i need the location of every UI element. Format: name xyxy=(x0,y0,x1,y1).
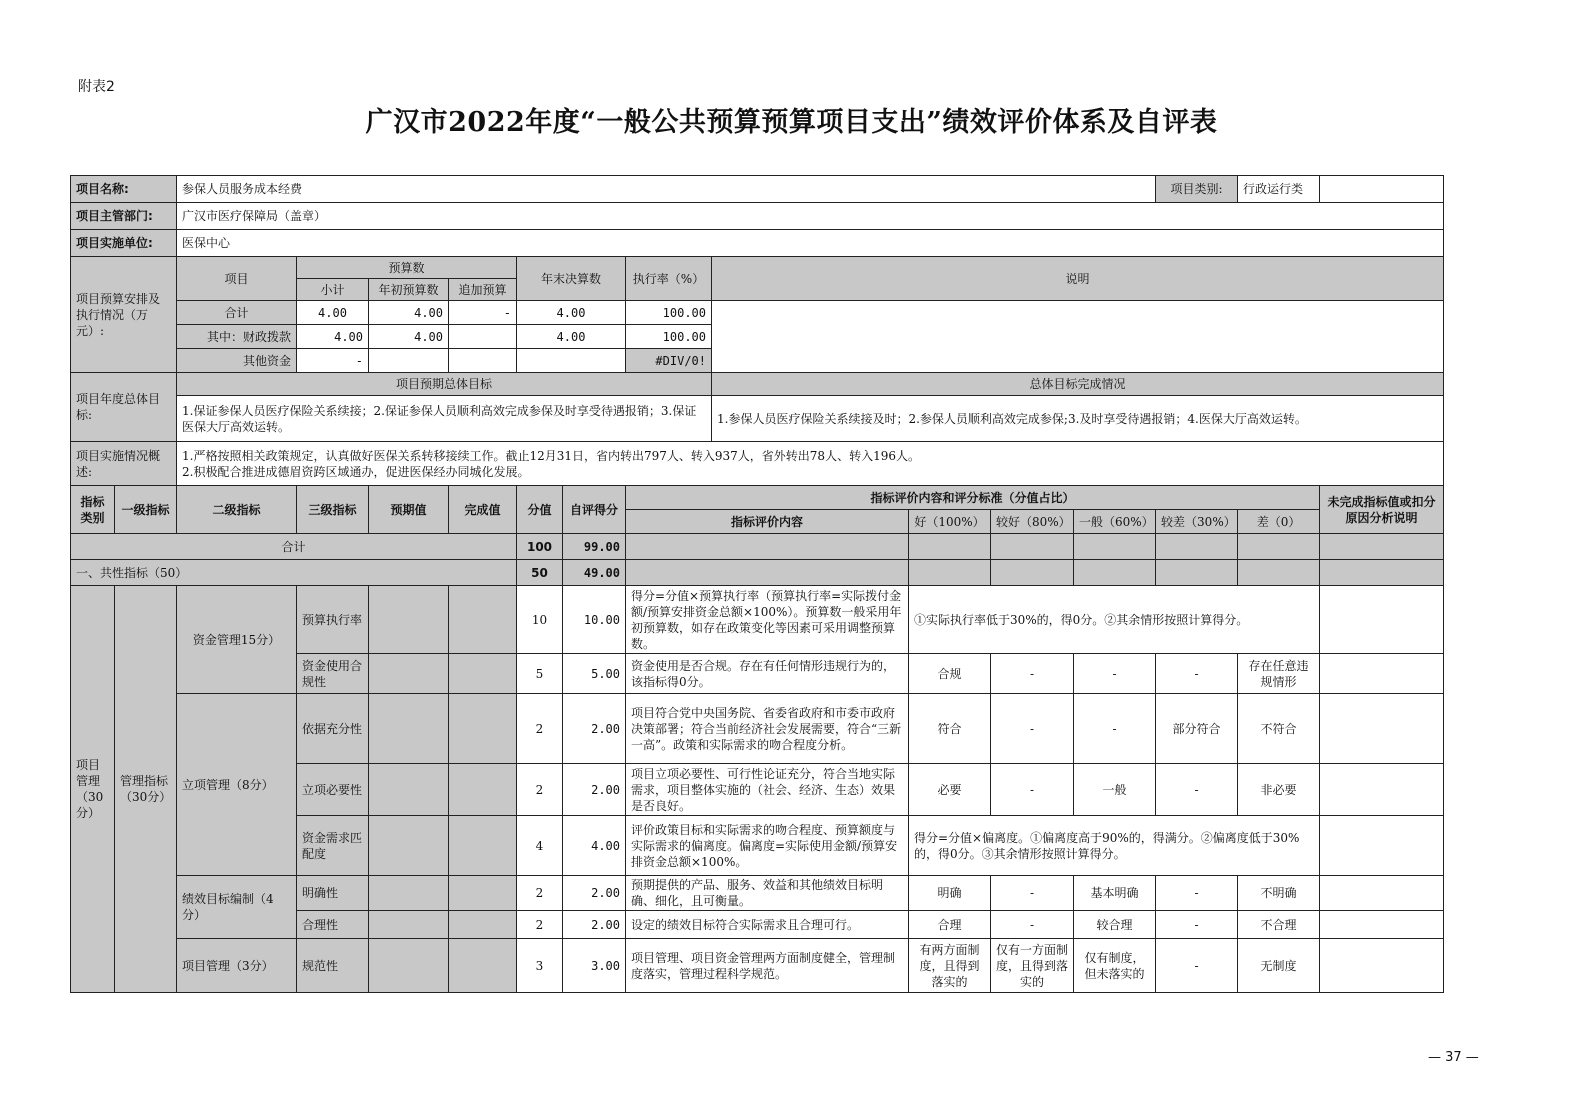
criteria-good: 合规 xyxy=(909,654,991,694)
empty-cell xyxy=(991,534,1074,560)
reason-cell xyxy=(1320,764,1444,816)
budget-row-item: 其他资金 xyxy=(177,349,297,373)
empty-cell xyxy=(1238,534,1320,560)
empty-cell xyxy=(1320,534,1444,560)
actual-cell xyxy=(449,764,517,816)
implementation-text xyxy=(177,442,1444,486)
indicator-content: 预期提供的产品、服务、效益和其他绩效目标明确、细化，且可衡量。 xyxy=(626,876,909,911)
criteria-poor: - xyxy=(1156,876,1238,911)
indicator-content: 资金使用是否合规。存在有任何情形违规行为的，该指标得0分。 xyxy=(626,654,909,694)
header-criteria: 指标评价内容和评分标准（分值占比） xyxy=(626,486,1320,510)
attachment-label: 附表2 xyxy=(78,79,115,95)
criteria-average: - xyxy=(1074,654,1156,694)
budget-row-added xyxy=(449,349,517,373)
empty-cell xyxy=(909,534,991,560)
actual-cell xyxy=(449,816,517,876)
indicator-type: 项目管理（30分） xyxy=(71,586,115,993)
actual-cell xyxy=(449,654,517,694)
empty-cell xyxy=(909,560,991,586)
indicator-merged-criteria: 得分=分值×偏离度。①偏离度高于90%的，得满分。②偏离度低于30%的，得0分。③其余情形按照计算得分。 xyxy=(909,816,1320,876)
budget-row-initial: 4.00 xyxy=(369,301,449,325)
criteria-poor: - xyxy=(1156,764,1238,816)
indicator-l2-fund: 资金管理15分） xyxy=(177,586,297,694)
page-number: — 37 — xyxy=(1428,1050,1479,1065)
total-score: 100 xyxy=(517,534,563,560)
indicator-score: 2 xyxy=(517,764,563,816)
criteria-average: - xyxy=(1074,694,1156,764)
criteria-bad: 不合理 xyxy=(1238,911,1320,939)
indicator-score: 10 xyxy=(517,586,563,654)
criteria-good: 合理 xyxy=(909,911,991,939)
indicator-self: 2.00 xyxy=(563,764,626,816)
header-bad: 差（0） xyxy=(1238,510,1320,534)
header-score: 分值 xyxy=(517,486,563,534)
criteria-average: 较合理 xyxy=(1074,911,1156,939)
reason-cell xyxy=(1320,911,1444,939)
reason-cell xyxy=(1320,694,1444,764)
budget-row-final: 4.00 xyxy=(517,301,626,325)
criteria-average: 仅有制度，但未落实的 xyxy=(1074,939,1156,993)
budget-row-item: 其中：财政拨款 xyxy=(177,325,297,349)
budget-header: 预算数 xyxy=(297,257,517,279)
budget-row-final: 4.00 xyxy=(517,325,626,349)
criteria-good: 明确 xyxy=(909,876,991,911)
indicator-l3: 资金需求匹配度 xyxy=(297,816,369,876)
indicator-self: 4.00 xyxy=(563,816,626,876)
header-good: 好（100%） xyxy=(909,510,991,534)
budget-row-added xyxy=(449,325,517,349)
actual-cell xyxy=(449,939,517,993)
completion-header: 总体目标完成情况 xyxy=(712,373,1444,396)
indicator-l2-setup: 立项管理（8分） xyxy=(177,694,297,876)
expected-cell xyxy=(369,816,449,876)
criteria-average: 一般 xyxy=(1074,764,1156,816)
header-reason: 未完成指标值或扣分原因分析说明 xyxy=(1320,486,1444,534)
page-title: 广汉市2022年度“一般公共预算预算项目支出”绩效评价体系及自评表 xyxy=(365,107,1218,138)
indicator-self: 2.00 xyxy=(563,876,626,911)
budget-note xyxy=(712,301,1444,373)
subtotal-header: 小计 xyxy=(297,279,369,301)
expected-cell xyxy=(369,876,449,911)
criteria-poor: - xyxy=(1156,939,1238,993)
budget-row-subtotal: - xyxy=(297,349,369,373)
actual-cell xyxy=(449,911,517,939)
indicator-l2-proj: 项目管理（3分） xyxy=(177,939,297,993)
indicator-content: 设定的绩效目标符合实际需求且合理可行。 xyxy=(626,911,909,939)
budget-row-rate: #DIV/0! xyxy=(626,349,712,373)
criteria-bad: 不明确 xyxy=(1238,876,1320,911)
indicator-l3: 合理性 xyxy=(297,911,369,939)
completion-text: 1.参保人员医疗保险关系续接及时；2.参保人员顺利高效完成参保;3.及时享受待遇报销；4.医保大厅高效运转。 xyxy=(712,396,1444,442)
empty-cell xyxy=(1156,534,1238,560)
rate-header: 执行率（%） xyxy=(626,257,712,301)
header-fairgood: 较好（80%） xyxy=(991,510,1074,534)
expected-cell xyxy=(369,694,449,764)
budget-row-added: - xyxy=(449,301,517,325)
header-type: 指标类别 xyxy=(71,486,115,534)
reason-cell xyxy=(1320,654,1444,694)
header-average: 一般（60%） xyxy=(1074,510,1156,534)
indicator-l3: 明确性 xyxy=(297,876,369,911)
header-self: 自评得分 xyxy=(563,486,626,534)
goals-section-label: 项目年度总体目标: xyxy=(71,373,177,442)
empty-cell xyxy=(1238,560,1320,586)
header-content: 指标评价内容 xyxy=(626,510,909,534)
indicator-l3: 立项必要性 xyxy=(297,764,369,816)
empty-cell xyxy=(1320,560,1444,586)
criteria-fairgood: - xyxy=(991,694,1074,764)
note-header: 说明 xyxy=(712,257,1444,301)
reason-cell xyxy=(1320,876,1444,911)
empty-cell xyxy=(1074,534,1156,560)
added-header: 追加预算 xyxy=(449,279,517,301)
project-dept-label: 项目主管部门: xyxy=(71,203,177,230)
indicator-l1: 管理指标（30分） xyxy=(115,586,177,993)
indicator-l2-goal: 绩效目标编制（4分） xyxy=(177,876,297,939)
reason-cell xyxy=(1320,586,1444,654)
project-name: 参保人员服务成本经费 xyxy=(177,176,1156,203)
common-label: 一、共性指标（50） xyxy=(71,560,517,586)
implementation-label: 项目实施情况概述: xyxy=(71,442,177,486)
common-score: 50 xyxy=(517,560,563,586)
header-expected: 预期值 xyxy=(369,486,449,534)
criteria-good: 有两方面制度，且得到落实的 xyxy=(909,939,991,993)
final-header: 年末决算数 xyxy=(517,257,626,301)
criteria-poor: - xyxy=(1156,911,1238,939)
budget-row-final xyxy=(517,349,626,373)
criteria-good: 符合 xyxy=(909,694,991,764)
implementation-line: 2.积极配合推进成德眉资跨区域通办，促进医保经办同城化发展。 xyxy=(182,464,530,479)
indicator-l3: 依据充分性 xyxy=(297,694,369,764)
indicator-score: 4 xyxy=(517,816,563,876)
actual-cell xyxy=(449,876,517,911)
total-self: 99.00 xyxy=(563,534,626,560)
implementation-line: 1.严格按照相关政策规定，认真做好医保关系转移接续工作。截止12月31日，省内转出797人、转入937人，省外转出78人、转入196人。 xyxy=(182,448,920,463)
indicator-score: 3 xyxy=(517,939,563,993)
criteria-average: 基本明确 xyxy=(1074,876,1156,911)
criteria-poor: 部分符合 xyxy=(1156,694,1238,764)
reason-cell xyxy=(1320,816,1444,876)
indicator-l3: 预算执行率 xyxy=(297,586,369,654)
project-name-label: 项目名称: xyxy=(71,176,177,203)
indicator-content: 评价政策目标和实际需求的吻合程度、预算额度与实际需求的偏离度。偏离度=实际使用金额/预算安排资金总额×100%。 xyxy=(626,816,909,876)
indicator-merged-criteria: ①实际执行率低于30%的，得0分。②其余情形按照计算得分。 xyxy=(909,586,1320,654)
empty-cell xyxy=(626,560,909,586)
expected-cell xyxy=(369,939,449,993)
budget-row-initial: 4.00 xyxy=(369,325,449,349)
budget-row-rate: 100.00 xyxy=(626,301,712,325)
common-self: 49.00 xyxy=(563,560,626,586)
empty-cell xyxy=(1074,560,1156,586)
empty-cell xyxy=(1156,560,1238,586)
expected-goal-text: 1.保证参保人员医疗保险关系续接；2.保证参保人员顺利高效完成参保及时享受待遇报销；3.保证医保大厅高效运转。 xyxy=(177,396,712,442)
criteria-fairgood: 仅有一方面制度，且得到落实的 xyxy=(991,939,1074,993)
empty-cell xyxy=(991,560,1074,586)
expected-cell xyxy=(369,586,449,654)
indicator-self: 10.00 xyxy=(563,586,626,654)
indicator-content: 项目立项必要性、可行性论证充分，符合当地实际需求，项目整体实施的（社会、经济、生态）效果是否良好。 xyxy=(626,764,909,816)
project-category-extra xyxy=(1320,176,1444,203)
indicator-self: 2.00 xyxy=(563,911,626,939)
criteria-fairgood: - xyxy=(991,911,1074,939)
indicator-l3: 资金使用合规性 xyxy=(297,654,369,694)
criteria-fairgood: - xyxy=(991,764,1074,816)
total-label: 合计 xyxy=(71,534,517,560)
expected-cell xyxy=(369,764,449,816)
evaluation-table xyxy=(70,175,1444,993)
actual-cell xyxy=(449,694,517,764)
indicator-content: 得分=分值×预算执行率（预算执行率=实际拨付金额/预算安排资金总额×100%）。预算数一般采用年初预算数，如存在政策变化等因素可采用调整预算数。 xyxy=(626,586,909,654)
indicator-l3: 规范性 xyxy=(297,939,369,993)
criteria-fairgood: - xyxy=(991,654,1074,694)
header-l1: 一级指标 xyxy=(115,486,177,534)
budget-section-label: 项目预算安排及执行情况（万元）: xyxy=(71,257,177,373)
budget-row-subtotal: 4.00 xyxy=(297,301,369,325)
empty-cell xyxy=(626,534,909,560)
header-l3: 三级指标 xyxy=(297,486,369,534)
indicator-content: 项目符合党中央国务院、省委省政府和市委市政府决策部署；符合当前经济社会发展需要，符合“三新一高”。政策和实际需求的吻合程度分析。 xyxy=(626,694,909,764)
header-l2: 二级指标 xyxy=(177,486,297,534)
budget-row-subtotal: 4.00 xyxy=(297,325,369,349)
criteria-bad: 不符合 xyxy=(1238,694,1320,764)
indicator-score: 2 xyxy=(517,911,563,939)
expected-goal-header: 项目预期总体目标 xyxy=(177,373,712,396)
indicator-score: 2 xyxy=(517,694,563,764)
criteria-bad: 存在任意违规情形 xyxy=(1238,654,1320,694)
criteria-poor: - xyxy=(1156,654,1238,694)
project-category-label: 项目类别: xyxy=(1156,176,1238,203)
project-category: 行政运行类 xyxy=(1238,176,1320,203)
initial-header: 年初预算数 xyxy=(369,279,449,301)
budget-row-item: 合计 xyxy=(177,301,297,325)
expected-cell xyxy=(369,911,449,939)
criteria-fairgood: - xyxy=(991,876,1074,911)
budget-item-header: 项目 xyxy=(177,257,297,301)
criteria-good: 必要 xyxy=(909,764,991,816)
budget-row-rate: 100.00 xyxy=(626,325,712,349)
reason-cell xyxy=(1320,939,1444,993)
indicator-score: 2 xyxy=(517,876,563,911)
indicator-self: 2.00 xyxy=(563,694,626,764)
project-impl-label: 项目实施单位: xyxy=(71,230,177,257)
indicator-content: 项目管理、项目资金管理两方面制度健全，管理制度落实，管理过程科学规范。 xyxy=(626,939,909,993)
indicator-score: 5 xyxy=(517,654,563,694)
criteria-bad: 无制度 xyxy=(1238,939,1320,993)
indicator-self: 3.00 xyxy=(563,939,626,993)
header-poor: 较差（30%） xyxy=(1156,510,1238,534)
project-dept: 广汉市医疗保障局（盖章） xyxy=(177,203,1444,230)
project-impl: 医保中心 xyxy=(177,230,1444,257)
actual-cell xyxy=(449,586,517,654)
expected-cell xyxy=(369,654,449,694)
criteria-bad: 非必要 xyxy=(1238,764,1320,816)
budget-row-initial xyxy=(369,349,449,373)
indicator-self: 5.00 xyxy=(563,654,626,694)
header-actual: 完成值 xyxy=(449,486,517,534)
